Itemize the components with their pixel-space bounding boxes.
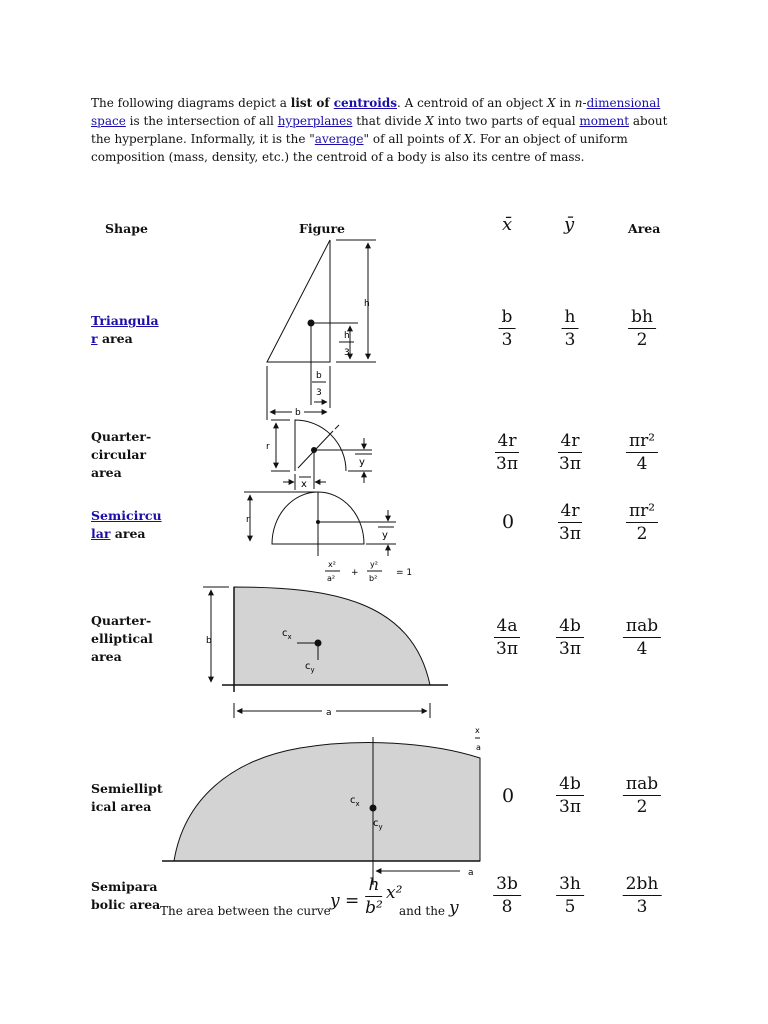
shape-semicircular: Semicircu lar area [91, 508, 162, 541]
row5-ybar: $\frac{4b}{3\pi}$ [556, 773, 584, 818]
row2-area: $\frac{\text{πr²}}{4}$ [626, 430, 658, 475]
semicircle-figure [244, 492, 396, 556]
intro-text: - [582, 96, 587, 110]
shape-quarter-elliptical: Quarter- elliptical area [91, 613, 153, 664]
parabola-note-text: The area between the curve [160, 904, 331, 918]
eq-b2: b² [369, 574, 378, 583]
link-dimensional[interactable]: dimensional [586, 96, 661, 110]
semiellipse-shape [174, 743, 480, 861]
intro-bold: list of [290, 96, 334, 110]
link-space[interactable]: space [91, 114, 126, 128]
intro-text: about the hyperplane. Informally, it is the " [91, 114, 668, 146]
eq-y2: y² [370, 560, 378, 569]
label-h: h [364, 299, 370, 309]
label-x-fragment: x [475, 726, 480, 735]
intro-text: is the intersection of all [125, 114, 278, 128]
label-cx: $c_x$ [350, 795, 360, 808]
row5-xbar: 0 [501, 785, 515, 807]
intro-text: into two parts of equal [433, 114, 580, 128]
label-a-fragment: a [476, 743, 481, 752]
eq-a2: a² [327, 574, 336, 583]
label-r: r [266, 442, 270, 452]
header-xbar: x̄ [502, 214, 513, 235]
row4-xbar: $\frac{4a}{3\pi}$ [493, 615, 521, 660]
label-b: b [206, 636, 212, 646]
parabola-note-text2: and the [399, 904, 446, 918]
link-centroids[interactable]: centroids [333, 96, 397, 110]
row2-xbar: $\frac{4r}{3\pi}$ [496, 431, 518, 474]
var-n: n [574, 96, 583, 110]
label-h3-den: 3 [344, 348, 350, 358]
row3-area: $\frac{\text{πr²}}{2}$ [626, 500, 658, 545]
row1-xbar: $\frac{b}{3}$ [499, 306, 516, 351]
intro-text: The following diagrams depict a [91, 96, 291, 110]
parabola-eq-frac: $\frac{h}{\text{b²}}$ [365, 875, 383, 918]
quarter-ellipse-centroid-dot [315, 640, 322, 647]
header-shape: Shape [105, 221, 148, 236]
shape-semiparabolic: Semipara bolic area [91, 879, 161, 912]
row4-area: πab 4 [623, 615, 661, 660]
row6-xbar: $\frac{3b}{8}$ [493, 873, 521, 918]
quarter-ellipse-figure [203, 587, 448, 718]
intro-text: in [555, 96, 575, 110]
header-figure: Figure [299, 221, 345, 236]
link-hyperplanes[interactable]: hyperplanes [277, 114, 353, 128]
shape-triangular: Triangula r area [91, 313, 159, 346]
quarter-circle-figure [271, 420, 372, 490]
label-b: b [295, 408, 301, 418]
label-r: r [246, 515, 250, 525]
semiellipse-figure [162, 737, 480, 885]
parabola-eq-x2: x² [386, 883, 403, 903]
row5-area: πab 2 [623, 773, 661, 818]
link-moment[interactable]: moment [579, 114, 630, 128]
intro-text: that divide [352, 114, 426, 128]
shape-semielliptical: Semiellipt ical area [91, 781, 163, 814]
row1-ybar: $\frac{h}{3}$ [562, 306, 579, 351]
label-ybar: y [382, 530, 388, 541]
var-x: X [547, 96, 556, 110]
triangle-centroid-dot [308, 320, 315, 327]
radius-tick [335, 425, 339, 429]
parabola-note-y: y [449, 898, 459, 918]
row4-ybar: $\frac{4b}{3\pi}$ [556, 615, 584, 660]
label-a: a [326, 708, 332, 718]
intro-text: " of all points of [363, 132, 464, 146]
row3-ybar: $\frac{4r}{3\pi}$ [559, 501, 581, 544]
label-a: a [468, 868, 474, 878]
label-xbar: x [301, 479, 307, 490]
eq-plus: + [351, 568, 359, 578]
label-b3-num: b [316, 371, 322, 381]
label-cy: $c_y$ [373, 818, 383, 831]
quarter-ellipse-shape [234, 587, 430, 685]
label-ybar: y [359, 457, 365, 468]
intro-text: . A centroid of an object [396, 96, 548, 110]
semicircle-centroid-dot [316, 520, 320, 524]
semiellipse-centroid-dot [370, 805, 377, 812]
row2-ybar: $\frac{4r}{3\pi}$ [559, 431, 581, 474]
link-triangular[interactable]: Triangula r [91, 313, 159, 346]
row6-area: $\frac{2bh}{3}$ [623, 873, 662, 918]
var-x: X [463, 132, 473, 146]
label-h3-num: h [344, 331, 350, 341]
link-semicircular[interactable]: Semicircu lar [91, 508, 162, 541]
header-ybar: ȳ [564, 214, 575, 235]
row3-xbar: 0 [501, 511, 515, 533]
label-b3-den: 3 [316, 388, 322, 398]
parabola-eq-y: y = [330, 891, 360, 911]
eq-x2: x² [328, 560, 336, 569]
label-cy: $c_y$ [305, 661, 315, 674]
eq-one: = 1 [396, 568, 413, 578]
intro-text: . For an object of uniform composition (mass, density, etc.) the centroid of a body is also its centre of mass. [91, 132, 628, 164]
var-x: X [425, 114, 434, 128]
shape-quarter-circular: Quarter- circular area [91, 429, 152, 480]
row6-ybar: $\frac{3h}{5}$ [556, 873, 584, 918]
link-average[interactable]: average [314, 132, 364, 146]
row1-area: $\frac{bh}{2}$ [628, 306, 656, 351]
triangle-shape [267, 240, 330, 362]
header-area: Area [628, 221, 661, 236]
quarter-circle-centroid-dot [311, 447, 317, 453]
label-cx: $c_x$ [282, 628, 292, 641]
